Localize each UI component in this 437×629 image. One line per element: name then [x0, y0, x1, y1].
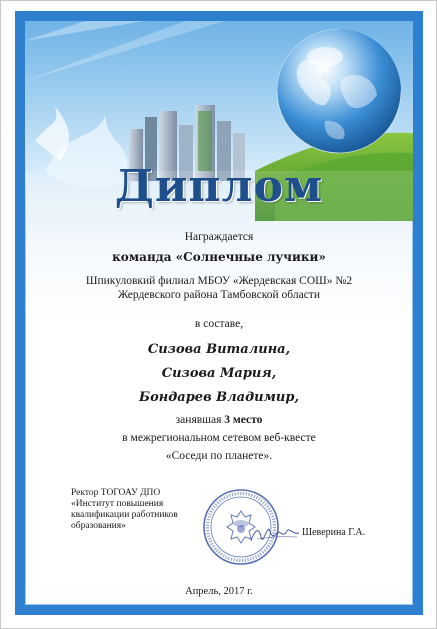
signatory-line: квалификации работников [71, 510, 178, 520]
place-value: 3 место [224, 414, 263, 426]
signatory-line: образования» [71, 521, 126, 531]
team-name: команда «Солнечные лучики» [112, 250, 326, 264]
diploma-certificate [15, 11, 423, 615]
signatory-line: Ректор ТОГОАУ ДПО [71, 488, 161, 498]
place-prefix: занявшая [175, 414, 222, 426]
handwritten-signature [249, 521, 301, 547]
school-line-1: Шпикуловкий филиал МБОУ «Жердевская СОШ» №2 [85, 275, 353, 287]
place-line [25, 414, 413, 427]
school-line-2: Жердевского района Тамбовской области [118, 289, 320, 301]
signatory-line: «Институт повышения [71, 499, 164, 509]
award-line: Награждается [184, 231, 254, 243]
diploma-title: Диплом [114, 161, 324, 212]
member-name: Бондарев Владимир, [139, 390, 299, 405]
member-name: Сизова Мария, [161, 366, 277, 381]
issue-date: Апрель, 2017 г. [185, 586, 253, 597]
composition-line: в составе, [194, 318, 244, 330]
signatory-block [71, 488, 191, 532]
event-line-1: в межрегиональном сетевом веб-квесте [122, 432, 316, 444]
event-line-2: «Соседи по планете». [165, 450, 273, 462]
signer-name: Шеверина Г.А. [302, 527, 366, 538]
member-name: Сизова Виталина, [147, 342, 291, 357]
